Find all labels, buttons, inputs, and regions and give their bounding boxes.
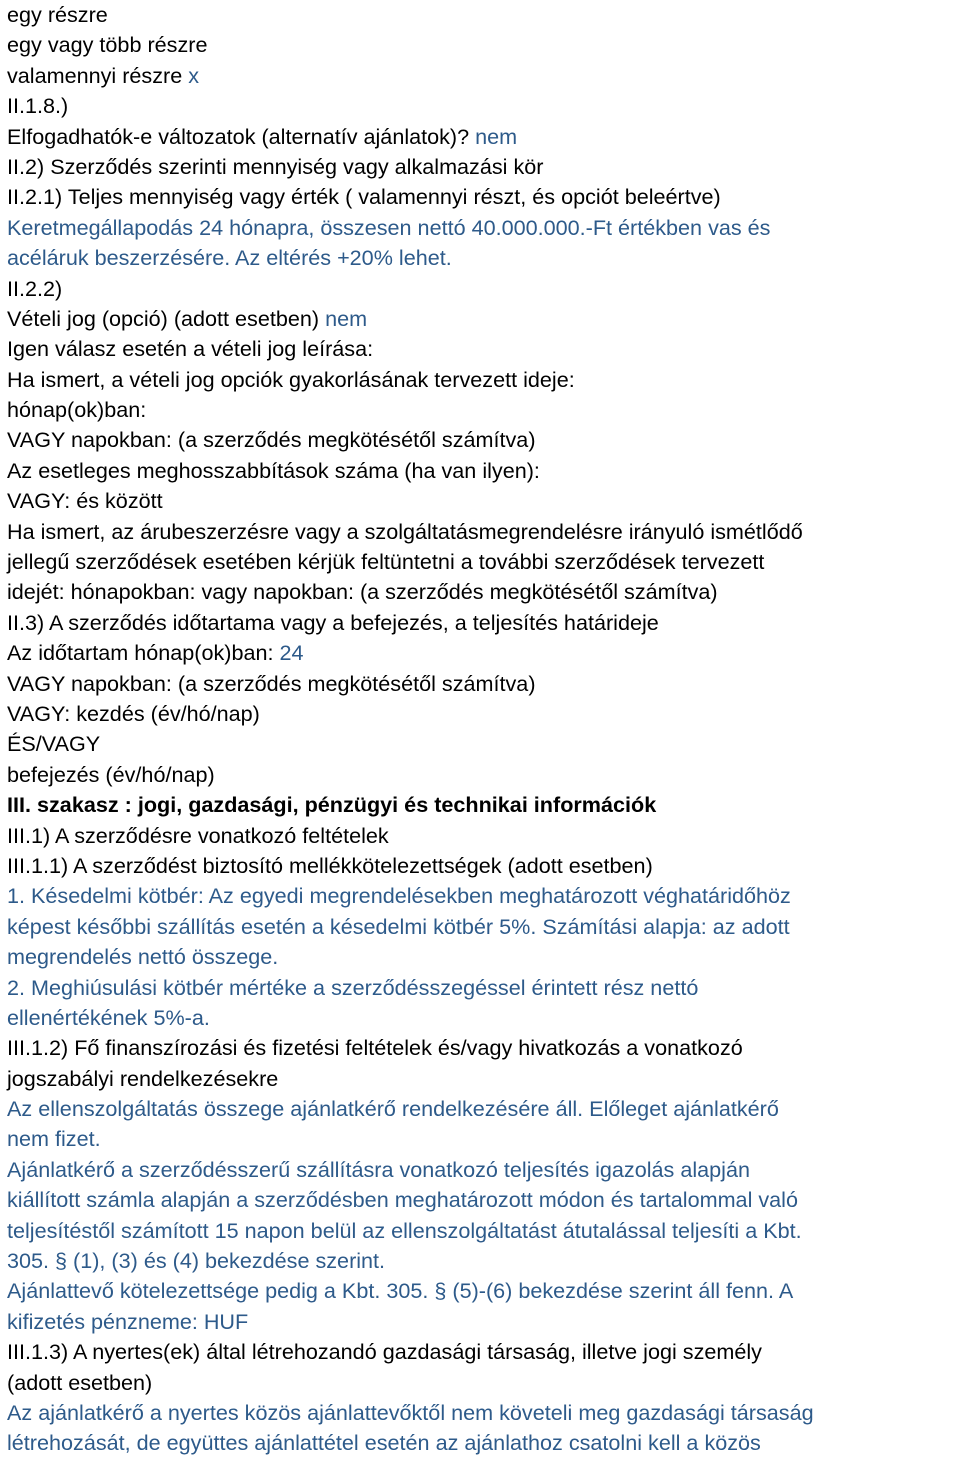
value-text: kiállított számla alapján a szerződésben meghatározott módon és tartalommal való bbox=[7, 1187, 798, 1213]
text-line bbox=[7, 304, 953, 334]
text-line: VAGY: és között bbox=[7, 488, 163, 514]
section-heading: III.1.2) Fő finanszírozási és fizetési feltételek és/vagy hivatkozás a vonatkozó bbox=[7, 1035, 743, 1061]
section-heading: II.2) Szerződés szerinti mennyiség vagy alkalmazási kör bbox=[7, 153, 544, 179]
value-text: megrendelés nettó összege. bbox=[7, 944, 279, 970]
value-text: nem bbox=[325, 305, 368, 331]
value-text: 305. § (1), (3) és (4) bekezdése szerint. bbox=[7, 1248, 386, 1274]
value-text: Keretmegállapodás 24 hónapra, összesen nettó 40.000.000.-Ft értékben vas és bbox=[7, 214, 771, 240]
text-line: VAGY napokban: (a szerződés megkötésétől számítva) bbox=[7, 427, 536, 453]
text-line: Ha ismert, a vételi jog opciók gyakorlásának tervezett ideje: bbox=[7, 366, 575, 392]
value-text: Ajánlattevő kötelezettsége pedig a Kbt. 305. § (5)-(6) bekezdése szerint áll fenn. A bbox=[7, 1278, 794, 1304]
section-heading: (adott esetben) bbox=[7, 1369, 153, 1395]
text-line: Ha ismert, az árubeszerzésre vagy a szolgáltatásmegrendelésre irányuló ismétlődő bbox=[7, 518, 803, 544]
value-text: 2. Meghiúsulási kötbér mértéke a szerződésszegéssel érintett rész nettó bbox=[7, 974, 699, 1000]
text-line: VAGY napokban: (a szerződés megkötésétől számítva) bbox=[7, 670, 536, 696]
part-heading: III. szakasz : jogi, gazdasági, pénzügyi és technikai információk bbox=[7, 792, 657, 818]
value-text: ellenértékének 5%-a. bbox=[7, 1004, 210, 1030]
value-text: Az ellenszolgáltatás összege ajánlatkérő rendelkezésére áll. Előleget ajánlatkérő bbox=[7, 1096, 779, 1122]
text-line bbox=[7, 638, 953, 668]
text-line: Az esetleges meghosszabbítások száma (ha van ilyen): bbox=[7, 457, 540, 483]
value-text: 1. Késedelmi kötbér: Az egyedi megrendelésekben meghatározott véghatáridőhöz bbox=[7, 883, 791, 909]
text-line: egy részre bbox=[7, 2, 108, 27]
value-text: képest későbbi szállítás esetén a késedelmi kötbér 5%. Számítási alapja: az adott bbox=[7, 913, 790, 939]
value-text: Ajánlatkérő a szerződésszerű szállításra vonatkozó teljesítés igazolás alapján bbox=[7, 1156, 750, 1182]
text-line bbox=[7, 122, 953, 152]
value-text: teljesítéstől számított 15 napon belül az ellenszolgáltatást átutalással teljesíti a Kbt. bbox=[7, 1217, 802, 1243]
text-line: Igen válasz esetén a vételi jog leírása: bbox=[7, 336, 374, 362]
text-line: idejét: hónapokban: vagy napokban: (a szerződés megkötésétől számítva) bbox=[7, 579, 718, 605]
section-heading: III.1.1) A szerződést biztosító mellékkötelezettségek (adott esetben) bbox=[7, 852, 653, 878]
text-line: ÉS/VAGY bbox=[7, 731, 101, 757]
section-heading: jogszabályi rendelkezésekre bbox=[7, 1065, 279, 1091]
label-text: Az időtartam hónap(ok)ban: bbox=[7, 640, 280, 666]
text-line: VAGY: kezdés (év/hó/nap) bbox=[7, 700, 260, 726]
section-heading: II.3) A szerződés időtartama vagy a befejezés, a teljesítés határideje bbox=[7, 609, 659, 635]
value-text: nem bbox=[475, 123, 518, 149]
value-text: acéláruk beszerzésére. Az eltérés +20% lehet. bbox=[7, 245, 452, 271]
section-heading: III.1.3) A nyertes(ek) által létrehozandó gazdasági társaság, illetve jogi személy bbox=[7, 1339, 762, 1365]
section-number: II.2.2) bbox=[7, 275, 63, 301]
value-text: x bbox=[188, 62, 200, 88]
text-line: befejezés (év/hó/nap) bbox=[7, 761, 215, 787]
text-line: jellegű szerződések esetében kérjük feltüntetni a további szerződések tervezett bbox=[7, 549, 765, 575]
text-line bbox=[7, 61, 953, 91]
text-line: egy vagy több részre bbox=[7, 32, 208, 58]
value-text: 24 bbox=[279, 640, 304, 666]
label-text: Vételi jog (opció) (adott esetben) bbox=[7, 305, 326, 331]
value-text: kifizetés pénzneme: HUF bbox=[7, 1308, 249, 1334]
section-heading: III.1) A szerződésre vonatkozó feltételek bbox=[7, 822, 389, 848]
section-heading: II.2.1) Teljes mennyiség vagy érték ( valamennyi részt, és opciót beleértve) bbox=[7, 184, 721, 210]
label-text: valamennyi részre bbox=[7, 62, 189, 88]
label-text: Elfogadhatók-e változatok (alternatív ajánlatok)? bbox=[7, 123, 476, 149]
value-text: létrehozását, de együttes ajánlattétel esetén az ajánlathoz csatolni kell a közös bbox=[7, 1430, 761, 1456]
value-text: Az ajánlatkérő a nyertes közös ajánlattevőktől nem követeli meg gazdasági társaság bbox=[7, 1399, 814, 1425]
value-text: nem fizet. bbox=[7, 1126, 101, 1152]
text-line: hónap(ok)ban: bbox=[7, 397, 147, 423]
section-number: II.1.8.) bbox=[7, 93, 69, 119]
